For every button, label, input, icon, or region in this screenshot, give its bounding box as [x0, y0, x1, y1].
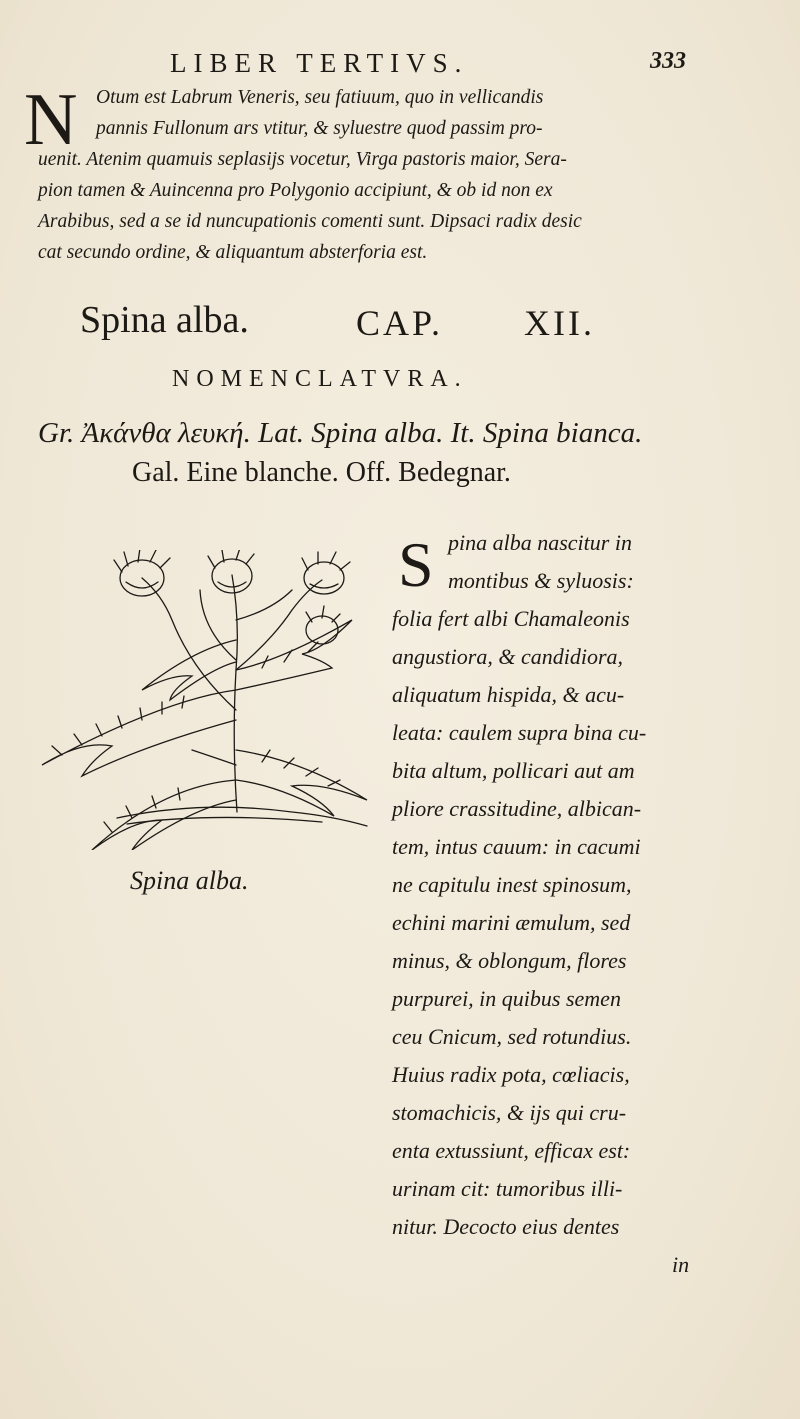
intro-line: cat secundo ordine, & aliquantum absterforia est.	[38, 242, 428, 263]
intro-line: pannis Fullonum ars vtitur, & syluestre quod passim pro-	[96, 118, 543, 139]
figure-caption: Spina alba.	[130, 866, 249, 895]
page-number: 333	[650, 48, 686, 74]
body-drop-capital: S	[398, 529, 434, 600]
running-head: LIBER TERTIVS.	[170, 48, 469, 78]
body-line: urinam cit: tumoribus illi-	[392, 1176, 623, 1201]
intro-line: pion tamen & Auincenna pro Polygonio accipiunt, & ob id non ex	[38, 180, 553, 201]
body-line: aliquatum hispida, & acu-	[392, 682, 625, 707]
body-line: Huius radix pota, cœliacis,	[392, 1062, 630, 1087]
body-line: nitur. Decocto eius dentes	[392, 1214, 620, 1239]
body-line: angustiora, & candidiora,	[392, 644, 624, 669]
body-line: bita altum, pollicari aut am	[392, 758, 635, 783]
body-line: montibus & syluosis:	[448, 568, 634, 593]
body-line: echini marini æmulum, sed	[392, 910, 631, 935]
intro-drop-capital: N	[24, 79, 78, 161]
thistle-woodcut-illustration	[22, 550, 372, 850]
body-line: leata: caulem supra bina cu-	[392, 720, 647, 745]
body-line: ceu Cnicum, sed rotundius.	[392, 1024, 632, 1049]
intro-line: Otum est Labrum Veneris, seu fatiuum, quo in vellicandis	[96, 87, 544, 108]
chapter-number: XII.	[524, 303, 595, 343]
body-line: purpurei, in quibus semen	[392, 986, 621, 1011]
nomenclatura-names-line-2: Gal. Eine blanche. Off. Bedegnar.	[132, 457, 511, 488]
body-line: pliore crassitudine, albican-	[392, 796, 642, 821]
nomenclatura-names-line-1: Gr. Ἀκάνθα λευκή. Lat. Spina alba. It. Spina bianca.	[38, 417, 643, 449]
body-catchword: in	[672, 1252, 690, 1277]
body-line: ne capitulu inest spinosum,	[392, 872, 632, 897]
chapter-title: Spina alba.	[80, 299, 249, 341]
intro-line: uenit. Atenim quamuis seplasijs vocetur, Virga pastoris maior, Sera-	[38, 149, 567, 170]
intro-line: Arabibus, sed a se id nuncupationis comenti sunt. Dipsaci radix desic	[38, 211, 582, 232]
body-line: folia fert albi Chamaleonis	[392, 606, 630, 631]
body-line: tem, intus cauum: in cacumi	[392, 834, 641, 859]
body-line: pina alba nascitur in	[448, 530, 632, 555]
body-line: stomachicis, & ijs qui cru-	[392, 1100, 627, 1125]
chapter-label: CAP.	[356, 303, 444, 343]
body-line: enta extussiunt, efficax est:	[392, 1138, 631, 1163]
body-line: minus, & oblongum, flores	[392, 948, 627, 973]
nomenclatura-heading: NOMENCLATVRA.	[172, 366, 468, 392]
